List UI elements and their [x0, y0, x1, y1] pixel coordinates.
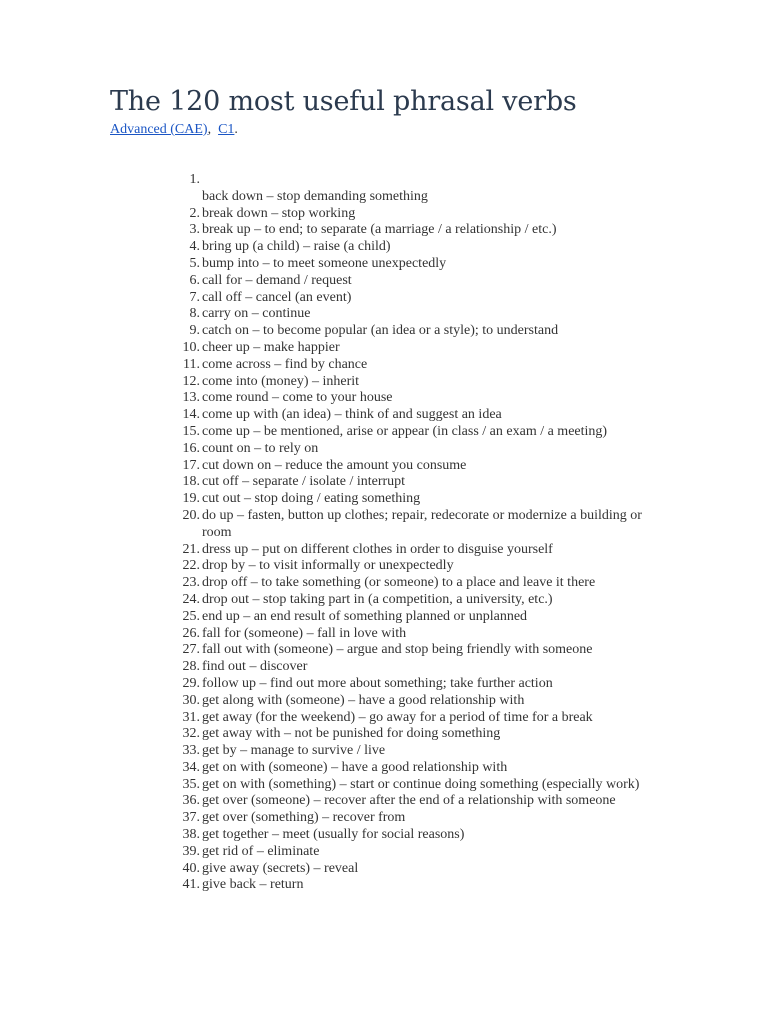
list-item	[172, 290, 672, 307]
list-item-text: get along with (someone) – have a good relationship with	[202, 692, 525, 708]
list-item-number: 33.	[182, 743, 200, 759]
list-item-number: 5.	[189, 255, 200, 271]
list-item-text: cut off – separate / isolate / interrupt	[202, 474, 406, 490]
list-item-number: 24.	[182, 591, 200, 607]
list-item-number: 26.	[182, 625, 200, 641]
list-item	[172, 710, 672, 727]
list-item	[172, 542, 672, 559]
list-item-text: come up with (an idea) – think of and suggest an idea	[202, 407, 502, 423]
list-item-number: 13.	[182, 390, 200, 406]
list-item-text: end up – an end result of something planned or unplanned	[202, 608, 528, 624]
line-spacer	[202, 172, 206, 187]
list-item	[172, 273, 672, 290]
list-item	[172, 777, 672, 794]
list-item-number: 25.	[182, 608, 200, 624]
list-item-number: 20.	[182, 507, 200, 523]
list-item	[172, 323, 672, 340]
list-item	[172, 861, 672, 878]
list-item-text: fall for (someone) – fall in love with	[202, 625, 407, 641]
list-item-number: 4.	[189, 239, 200, 255]
list-item-text: count on – to rely on	[202, 440, 319, 456]
list-item-text: carry on – continue	[202, 306, 311, 322]
list-item-text: do up – fasten, button up clothes; repair, redecorate or modernize a building or room	[202, 507, 642, 540]
list-item-text: drop by – to visit informally or unexpectedly	[202, 558, 454, 574]
list-item-number: 32.	[182, 726, 200, 742]
list-item-number: 40.	[182, 860, 200, 876]
list-item-number: 21.	[182, 541, 200, 557]
list-item-text: drop out – stop taking part in (a competition, a university, etc.)	[202, 591, 553, 607]
tag-link-advanced[interactable]: Advanced (CAE)	[110, 122, 208, 137]
list-item-number: 3.	[189, 222, 200, 238]
list-item-text: bring up (a child) – raise (a child)	[202, 239, 391, 255]
list-item-number: 18.	[182, 474, 200, 490]
list-item-number: 35.	[182, 776, 200, 792]
list-item	[172, 810, 672, 827]
list-item	[172, 626, 672, 643]
list-item-number: 41.	[182, 877, 200, 893]
list-item-number: 15.	[182, 423, 200, 439]
list-item-text: bump into – to meet someone unexpectedly	[202, 255, 447, 271]
list-item	[172, 474, 672, 491]
list-item-text: come across – find by chance	[202, 356, 368, 372]
tag-separator: .	[234, 122, 238, 137]
list-item-text: come into (money) – inherit	[202, 373, 360, 389]
list-item-number: 11.	[183, 356, 200, 372]
category-tags	[110, 122, 238, 138]
list-item	[172, 642, 672, 659]
list-item	[172, 458, 672, 475]
list-item	[172, 491, 672, 508]
list-item-number: 38.	[182, 827, 200, 843]
list-item-number: 36.	[182, 793, 200, 809]
list-item-text: come round – come to your house	[202, 390, 393, 406]
list-item	[172, 793, 672, 810]
list-item	[172, 407, 672, 424]
list-item-number: 39.	[182, 843, 200, 859]
list-item-text: cheer up – make happier	[202, 339, 340, 355]
list-item-text: call for – demand / request	[202, 272, 352, 288]
list-item	[172, 508, 672, 542]
list-item-number: 1.	[189, 172, 200, 187]
list-item-text: dress up – put on different clothes in order to disguise yourself	[202, 541, 553, 557]
list-item-number: 6.	[189, 272, 200, 288]
list-item	[172, 676, 672, 693]
list-item-text: come up – be mentioned, arise or appear (in class / an exam / a meeting)	[202, 423, 608, 439]
list-item	[172, 844, 672, 861]
list-item	[172, 424, 672, 441]
list-item	[172, 357, 672, 374]
list-item-number: 30.	[182, 692, 200, 708]
list-item	[172, 441, 672, 458]
list-item-text: cut out – stop doing / eating something	[202, 491, 421, 507]
list-item	[172, 659, 672, 676]
list-item-text: find out – discover	[202, 659, 308, 675]
list-item	[172, 222, 672, 239]
list-item-text: get rid of – eliminate	[202, 843, 320, 859]
list-item-number: 17.	[182, 457, 200, 473]
list-item	[172, 306, 672, 323]
list-item	[172, 827, 672, 844]
list-item-number: 37.	[182, 810, 200, 826]
list-item-number: 28.	[182, 659, 200, 675]
list-item-number: 9.	[189, 323, 200, 339]
list-item-number: 29.	[182, 675, 200, 691]
list-item-text: get on with (something) – start or continue doing something (especially work)	[202, 776, 640, 792]
list-item-text: give back – return	[202, 877, 304, 893]
page-title: The 120 most useful phrasal verbs	[110, 86, 577, 117]
list-item-text: break down – stop working	[202, 205, 356, 221]
list-item	[172, 172, 672, 206]
list-item	[172, 340, 672, 357]
list-item	[172, 256, 672, 273]
list-item	[172, 390, 672, 407]
list-item-number: 10.	[182, 339, 200, 355]
list-item	[172, 206, 672, 223]
list-item	[172, 558, 672, 575]
list-item-number: 19.	[182, 491, 200, 507]
list-item	[172, 609, 672, 626]
list-item-number: 8.	[189, 306, 200, 322]
list-item-text: get together – meet (usually for social reasons)	[202, 827, 465, 843]
tag-link-c1[interactable]: C1	[218, 122, 235, 137]
list-item-text: get away (for the weekend) – go away for a period of time for a break	[202, 709, 593, 725]
list-item-number: 7.	[189, 289, 200, 305]
list-item	[172, 592, 672, 609]
list-item	[172, 760, 672, 777]
list-item-text: follow up – find out more about something; take further action	[202, 675, 553, 691]
list-item-number: 12.	[182, 373, 200, 389]
list-item-number: 23.	[182, 575, 200, 591]
list-item-number: 27.	[182, 642, 200, 658]
list-item-number: 22.	[182, 558, 200, 574]
list-item-text: cut down on – reduce the amount you consume	[202, 457, 467, 473]
list-item-text: fall out with (someone) – argue and stop being friendly with someone	[202, 642, 593, 658]
phrasal-verb-list	[172, 172, 672, 894]
list-item-text: get over (something) – recover from	[202, 810, 406, 826]
list-item	[172, 877, 672, 894]
list-item-text: break up – to end; to separate (a marriage / a relationship / etc.)	[202, 222, 557, 238]
list-item-number: 2.	[189, 205, 200, 221]
list-item-text: drop off – to take something (or someone) to a place and leave it there	[202, 575, 596, 591]
list-item-text: catch on – to become popular (an idea or a style); to understand	[202, 323, 559, 339]
list-item-text: call off – cancel (an event)	[202, 289, 352, 305]
tag-separator: ,	[207, 122, 212, 137]
list-item-text: get on with (someone) – have a good relationship with	[202, 759, 508, 775]
list-item	[172, 239, 672, 256]
list-item	[172, 743, 672, 760]
list-item-text: get by – manage to survive / live	[202, 743, 386, 759]
list-item-number: 14.	[182, 407, 200, 423]
list-item	[172, 374, 672, 391]
list-item-text: back down – stop demanding something	[202, 188, 428, 204]
list-item-number: 16.	[182, 440, 200, 456]
list-item-text: get over (someone) – recover after the end of a relationship with someone	[202, 793, 616, 809]
list-item-text: give away (secrets) – reveal	[202, 860, 359, 876]
list-item	[172, 575, 672, 592]
list-item-number: 31.	[182, 709, 200, 725]
list-item	[172, 693, 672, 710]
list-item-text: get away with – not be punished for doing something	[202, 726, 501, 742]
list-item-number: 34.	[182, 759, 200, 775]
list-item	[172, 726, 672, 743]
